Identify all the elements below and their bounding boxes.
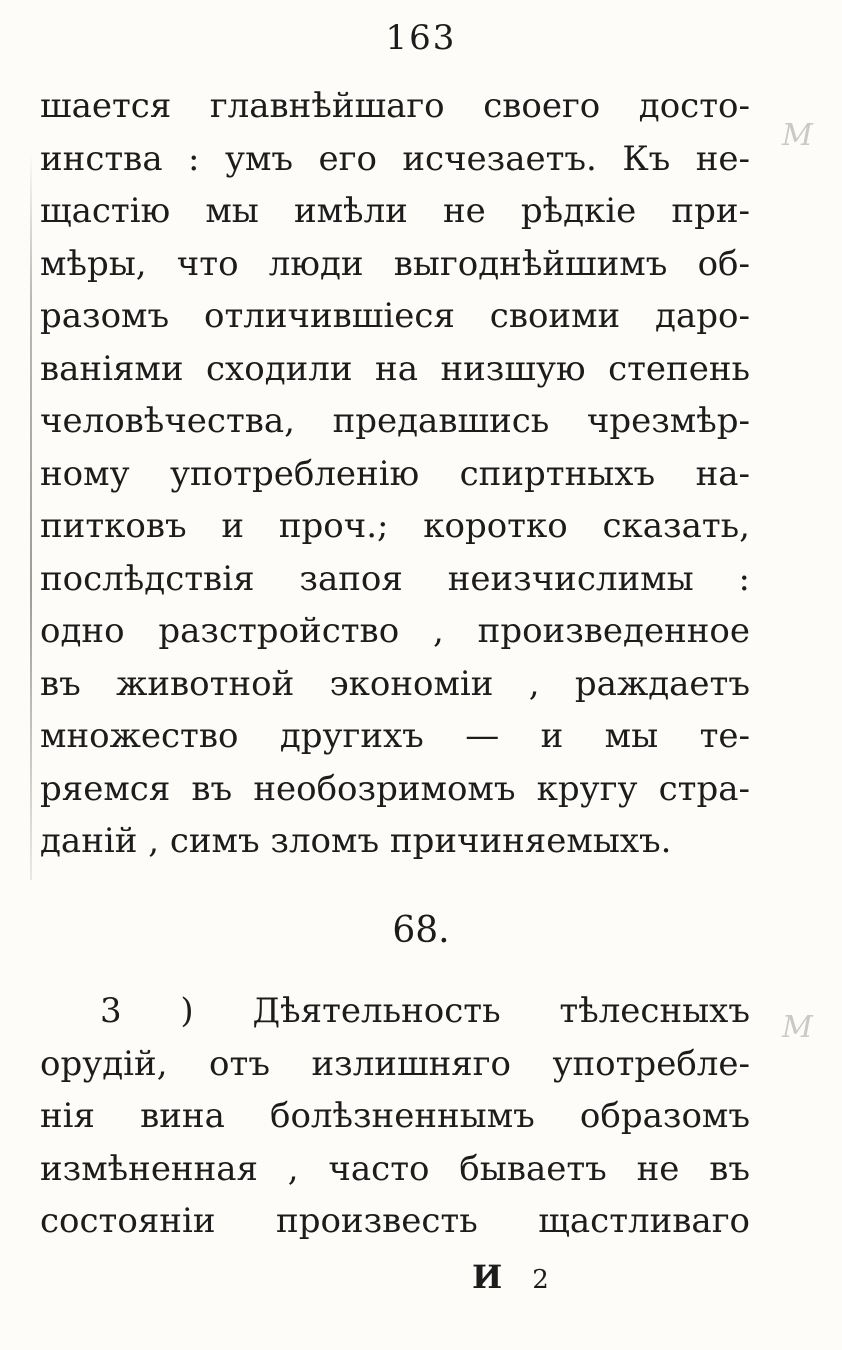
text-line: послѣдствія запоя неизчислимы : [40,558,750,599]
text-line: ному употребленію спиртныхъ на- [40,453,750,494]
text-line: множество другихъ — и мы те- [40,716,750,756]
text-line: шается главнѣйшаго своего досто- [40,86,750,126]
printer-signature-mark [472,1258,557,1296]
section-number: 68. [392,910,450,951]
paragraph-1 [40,80,750,868]
text-line: питковъ и проч.; коротко сказать, [40,506,750,546]
text-line: 3 ) Дѣятельность тѣлесныхъ [100,991,750,1031]
text-line: мѣры, что люди выгоднѣйшимъ об- [40,243,750,284]
page-number: 163 [385,18,457,58]
scan-edge-shadow [30,150,32,880]
text-line: орудій, отъ излишняго употребле- [40,1043,750,1084]
text-line: одно разстройство , произведенное [40,611,750,651]
text-line: ваніями сходили на низшую степень [40,348,750,389]
paragraph-2 [40,985,750,1248]
text-line: нія вина болѣзненнымъ образомъ [40,1096,750,1136]
text-line: инства : умъ его исчезаетъ. Къ не- [40,138,750,179]
signature-number: 2 [532,1265,557,1295]
text-line: въ животной экономіи , раждаетъ [40,663,750,704]
text-line: ряемся въ необозримомъ кругу стра- [40,768,750,809]
text-line: даній , симъ зломъ причиняемыхъ. [40,821,672,861]
text-line: измѣненная , часто бываетъ не въ [40,1148,750,1189]
signature-letter: И [472,1258,511,1296]
text-line: щастію мы имѣли не рѣдкіе при- [40,191,750,231]
text-line: разомъ отличившіеся своими даро- [40,296,750,336]
margin-pencil-mark: М [782,118,813,153]
text-line: состояніи произвесть щастливаго [40,1201,750,1241]
margin-pencil-mark: М [782,1010,813,1045]
text-line: человѣчества, предавшись чрезмѣр- [40,401,750,441]
